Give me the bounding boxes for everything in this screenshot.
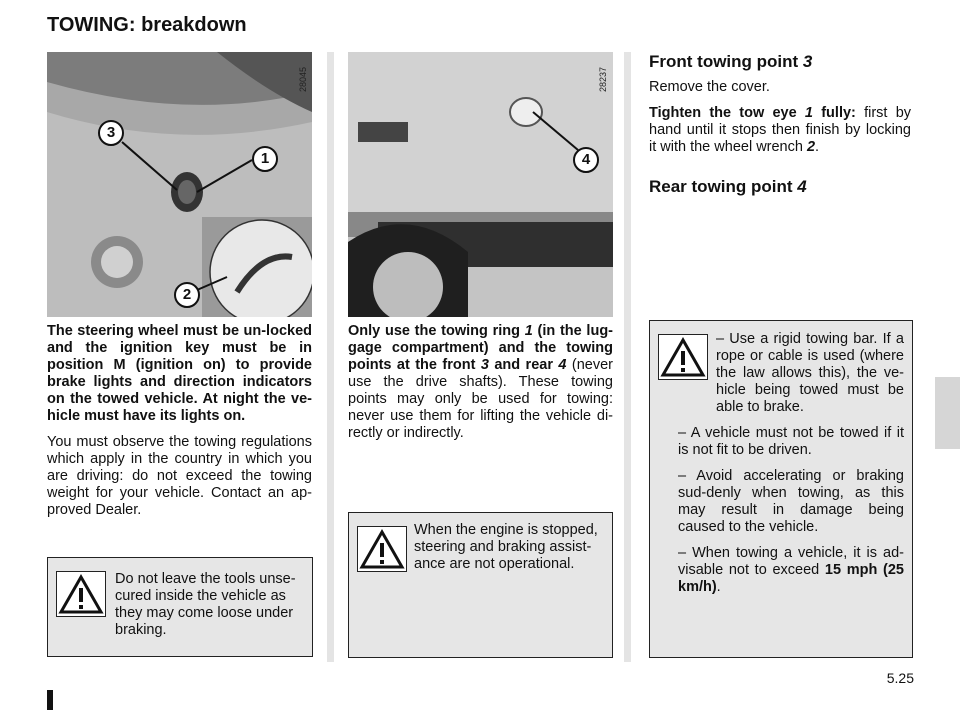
speed-limit: 15 mph (25 km/h) — [678, 562, 904, 595]
engine-warning-box — [348, 512, 613, 658]
right-column — [649, 79, 911, 165]
warning-icon — [357, 526, 407, 572]
rear-towing-title — [649, 177, 807, 197]
page-title: TOWING: breakdown — [47, 14, 247, 36]
middle-column — [348, 323, 613, 451]
text-normal: (never use the drive shafts). These towing points may only be used for towing: never use them for lifting the vehicle di-rectly or indirectly. — [348, 357, 613, 441]
warning-item: – A vehicle must not be towed if it is not fit to be driven. — [678, 425, 904, 458]
text-bold: Only use the towing ring — [348, 323, 525, 339]
engine-warning-text: When the engine is stopped, steering and braking assist-ance are not operational. — [414, 522, 598, 572]
image-code: 28045 — [298, 66, 308, 92]
text-bold: fully: — [813, 105, 856, 121]
rear-towing-photo — [348, 52, 613, 317]
remove-cover-text: Remove the cover. — [649, 79, 770, 95]
ref-3: 3 — [802, 52, 813, 71]
text-bold: Tighten the tow eye — [649, 105, 805, 121]
tighten-instruction — [649, 105, 911, 156]
callout-1: 1 — [252, 146, 278, 172]
warning-item: – Use a rigid towing bar. If a rope or cable is used (where the law allows this), the ve-hicle being towed must be able to brake. — [716, 331, 904, 415]
callout-2: 2 — [174, 282, 200, 308]
text-bold: and rear — [488, 357, 559, 373]
regulations-paragraph: You must observe the towing regulations which apply in the country in which you are driving: do not exceed the towing weight for your vehicle. Contact an ap-proved Dealer. — [47, 434, 312, 518]
front-towing-title — [649, 52, 812, 72]
corner-mark — [47, 690, 53, 710]
column-separator — [327, 52, 334, 662]
ref-4: 4 — [797, 177, 807, 196]
text-bold: (in the lug-gage compartment) and the towing points at the front — [348, 323, 614, 373]
warning-item — [678, 545, 904, 596]
towing-points-paragraph — [348, 323, 613, 442]
warning-icon — [56, 571, 106, 617]
section-tab — [935, 377, 960, 449]
tools-warning-text: Do not leave the tools unse-cured inside the vehicle as they may come loose under braking. — [115, 571, 296, 638]
text-normal: – When towing a vehicle, it is ad-visable not to exceed — [678, 545, 904, 578]
page-number: 5.25 — [886, 670, 914, 686]
towing-warning-box — [649, 320, 913, 658]
callout-3: 3 — [98, 120, 124, 146]
text-normal: first by hand until it stops then finish by locking it with the wheel wrench — [649, 105, 912, 155]
towing-warning-list — [678, 331, 904, 596]
text-normal: . — [716, 579, 721, 595]
steering-instruction: The steering wheel must be un-locked and the ignition key must be in position M (ignition on) to provide brake lights and direction indicators on the towed vehicle. At night the ve-hicle must have its lights on. — [47, 323, 312, 424]
front-towing-photo — [47, 52, 312, 317]
title-text: Rear towing point — [649, 177, 798, 196]
column-separator — [624, 52, 631, 662]
front-bumper-illustration — [47, 52, 312, 317]
tools-warning-box — [47, 557, 313, 657]
ref-3: 3 — [480, 357, 489, 373]
warning-item: – Avoid accelerating or braking sud-denly when towing, as this may result in damage being caused to the vehicle. — [678, 468, 904, 535]
callout-4: 4 — [573, 147, 599, 173]
ref-2: 2 — [806, 139, 816, 155]
ref-1: 1 — [804, 105, 813, 121]
left-column — [47, 323, 312, 528]
ref-4: 4 — [558, 357, 567, 373]
text-normal: . — [815, 139, 820, 155]
image-code: 28237 — [598, 66, 608, 92]
rear-bumper-illustration — [348, 52, 613, 317]
title-text: Front towing point — [649, 52, 803, 71]
ref-1: 1 — [524, 323, 533, 339]
